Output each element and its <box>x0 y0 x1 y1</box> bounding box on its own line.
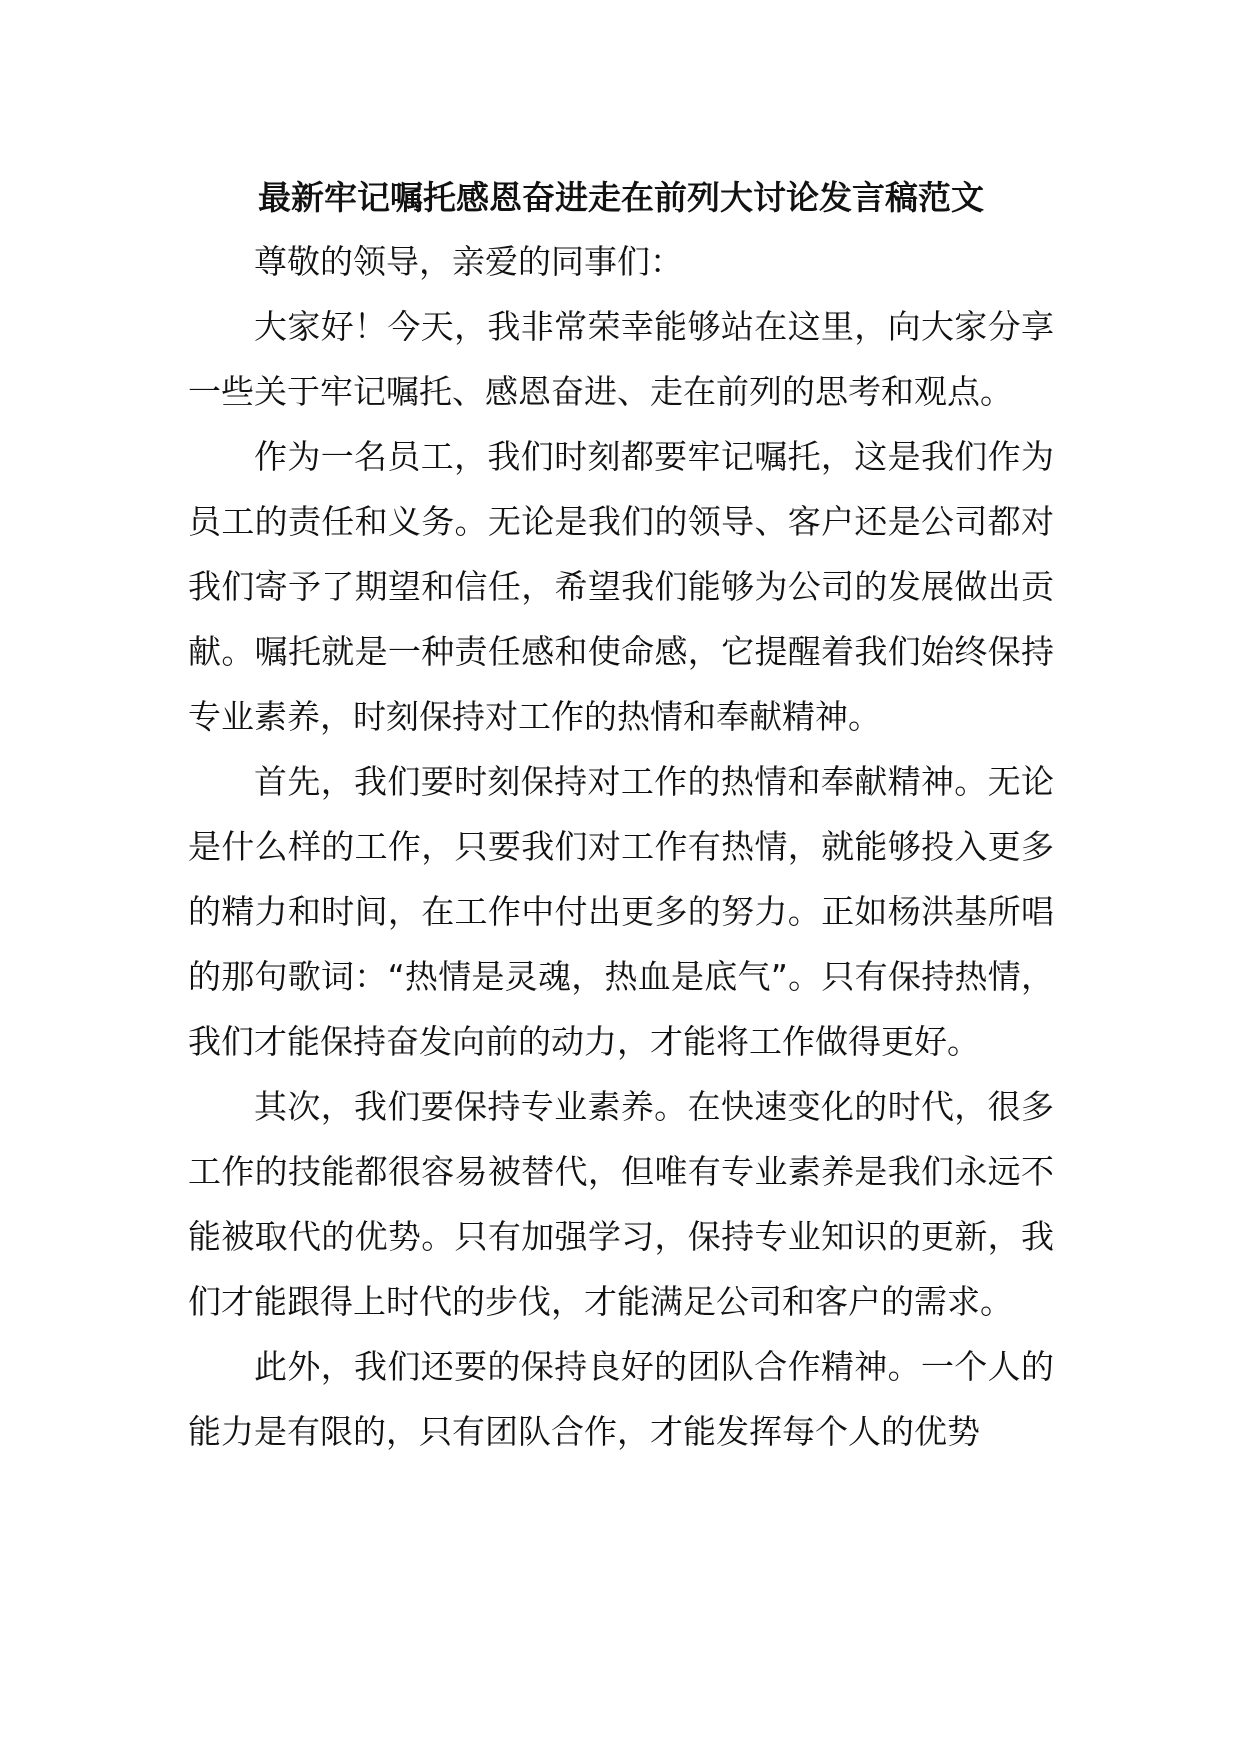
paragraph-passion: 首先，我们要时刻保持对工作的热情和奉献精神。无论是什么样的工作，只要我们对工作有热情，就能够投入更多的精力和时间，在工作中付出更多的努力。正如杨洪基所唱的那句歌词：“热情是灵魂，热血是底气”。只有保持热情，我们才能保持奋发向前的动力，才能将工作做得更好。 <box>188 762 1054 1061</box>
document-title: 最新牢记嘱托感恩奋进走在前列大讨论发言稿范文 <box>258 178 984 217</box>
paragraph-professionalism: 其次，我们要保持专业素养。在快速变化的时代，很多工作的技能都很容易被替代，但唯有专业素养是我们永远不能被取代的优势。只有加强学习，保持专业知识的更新，我们才能跟得上时代的步伐，才能满足公司和客户的需求。 <box>188 1087 1054 1321</box>
paragraph-greeting: 大家好！今天，我非常荣幸能够站在这里，向大家分享一些关于牢记嘱托、感恩奋进、走在前列的思考和观点。 <box>188 307 1054 411</box>
paragraph-responsibility: 作为一名员工，我们时刻都要牢记嘱托，这是我们作为员工的责任和义务。无论是我们的领导、客户还是公司都对我们寄予了期望和信任，希望我们能够为公司的发展做出贡献。嘱托就是一种责任感和使命感，它提醒着我们始终保持专业素养，时刻保持对工作的热情和奉献精神。 <box>188 437 1054 736</box>
document-body <box>188 170 1054 1464</box>
paragraph-teamwork: 此外，我们还要的保持良好的团队合作精神。一个人的能力是有限的，只有团队合作，才能发挥每个人的优势 <box>188 1347 1054 1451</box>
salutation: 尊敬的领导，亲爱的同事们： <box>254 242 683 281</box>
